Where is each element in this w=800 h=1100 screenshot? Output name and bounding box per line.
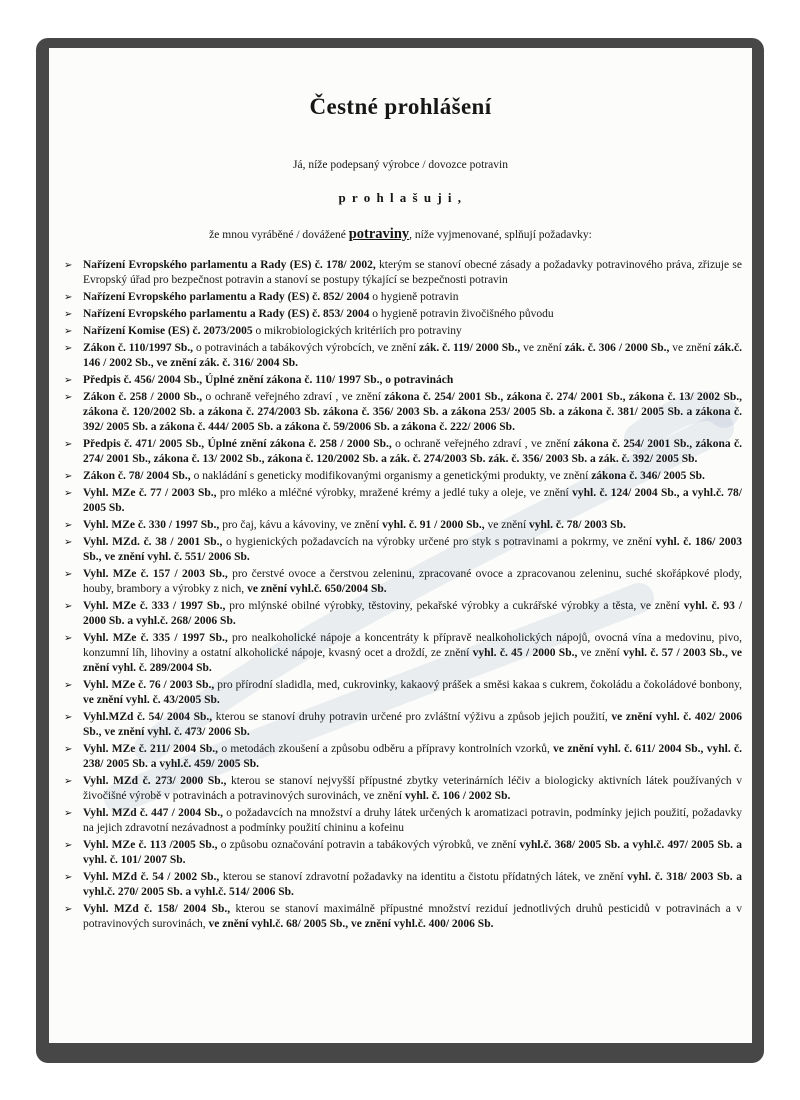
- list-item: [64, 437, 742, 467]
- list-item-text: Vyhl. MZd č. 273/ 2000 Sb., kterou se stanoví nejvyšší přípustné zbytky veterinárních léčiv a biologicky aktivních látek používaných v živočišné výrobě v potravinách a potravinových surovinách, ve znění vyhl. č. 106 / 2002 Sb.: [83, 775, 742, 802]
- list-item: [64, 486, 742, 516]
- list-item-text: Vyhl. MZe č. 77 / 2003 Sb., pro mléko a mléčné výrobky, mražené krémy a jedlé tuky a oleje, ve znění vyhl. č. 124/ 2004 Sb., a vyhl.č. 78/ 2005 Sb.: [83, 487, 742, 514]
- arrow-bullet-icon: ➢: [64, 520, 73, 531]
- document-page: [49, 48, 752, 1043]
- list-item-text: Zákon č. 78/ 2004 Sb., o nakládání s geneticky modifikovanými organismy a genetickými produkty, ve znění zákona č. 346/ 2005 Sb.: [83, 470, 705, 482]
- intro-line: Já, níže podepsaný výrobce / dovozce potravin: [293, 159, 508, 171]
- list-item-text: Vyhl. MZd č. 54 / 2002 Sb., kterou se stanoví zdravotní požadavky na identitu a čistotu přídatných látek, ve znění vyhl. č. 318/ 2003 Sb. a vyhl.č. 270/ 2005 Sb. a vyhl.č. 514/ 2006 Sb.: [83, 871, 742, 898]
- arrow-bullet-icon: ➢: [64, 680, 73, 691]
- arrow-bullet-icon: ➢: [64, 744, 73, 755]
- arrow-bullet-icon: ➢: [64, 292, 73, 303]
- list-item-text: Vyhl. MZe č. 333 / 1997 Sb., pro mlýnské obilné výrobky, těstoviny, pekařské výrobky a cukrářské výrobky a těsta, ve znění vyhl. č. 93 / 2000 Sb. a vyhl.č. 268/ 2006 Sb.: [83, 600, 743, 627]
- list-item: [64, 838, 742, 868]
- list-item: [64, 631, 742, 676]
- declaration-word: p r o h l a š u j i ,: [338, 190, 463, 205]
- list-item-text: Nařízení Komise (ES) č. 2073/2005 o mikrobiologických kritériích pro potraviny: [83, 325, 462, 337]
- document-header: [49, 94, 752, 243]
- subject-suffix: , níže vyjmenované, splňují požadavky:: [409, 229, 592, 241]
- list-item: [64, 341, 742, 371]
- arrow-bullet-icon: ➢: [64, 343, 73, 354]
- list-item-text: Vyhl.MZd č. 54/ 2004 Sb., kterou se stanoví druhy potravin určené pro zvláštní výživu a způsob jejich použití, ve znění vyhl. č. 402/ 2006 Sb., ve znění vyhl. č. 473/ 2006 Sb.: [83, 711, 742, 738]
- list-item: [64, 535, 742, 565]
- arrow-bullet-icon: ➢: [64, 392, 73, 403]
- arrow-bullet-icon: ➢: [64, 537, 73, 548]
- list-item-text: Vyhl. MZd č. 447 / 2004 Sb., o požadavcích na množství a druhy látek určených k aromatizaci potravin, podmínky jejich použití, požadavky na jejich zdravotní nezávadnost a podmínky použití chininu a kofeinu: [83, 807, 742, 834]
- list-item: [64, 870, 742, 900]
- declaration-list: [49, 258, 752, 932]
- list-item-text: Vyhl. MZe č. 335 / 1997 Sb., pro nealkoholické nápoje a koncentráty k přípravě nealkoholických nápojů, ovocná vína a medovinu, pivo, konzumní líh, lihoviny a ostatní alkoholické nápoje, kvasný ocet a droždí, ze znění vyhl. č. 45 / 2000 Sb., ve znění vyhl. č. 57 / 2003 Sb., ve znění vyhl. č. 289/2004 Sb.: [83, 632, 742, 674]
- list-item-text: Vyhl. MZd. č. 38 / 2001 Sb., o hygienických požadavcích na výrobky určené pro styk s potravinami a pokrmy, ve znění vyhl. č. 186/ 2003 Sb., ve znění vyhl. č. 551/ 2006 Sb.: [83, 536, 742, 563]
- list-item: [64, 774, 742, 804]
- list-item-text: Vyhl. MZe č. 330 / 1997 Sb., pro čaj, kávu a kávoviny, ve znění vyhl. č. 91 / 2000 Sb., ve znění vyhl. č. 78/ 2003 Sb.: [83, 519, 626, 531]
- arrow-bullet-icon: ➢: [64, 840, 73, 851]
- arrow-bullet-icon: ➢: [64, 601, 73, 612]
- list-item: [64, 373, 742, 388]
- arrow-bullet-icon: ➢: [64, 633, 73, 644]
- list-item-text: Vyhl. MZe č. 76 / 2003 Sb., pro přírodní sladidla, med, cukrovinky, kakaový prášek a směsi kakaa s cukrem, čokoládu a čokoládové bonbony, ve znění vyhl. č. 43/2005 Sb.: [83, 679, 743, 706]
- list-item: [64, 290, 742, 305]
- list-item: [64, 390, 742, 435]
- document-title: Čestné prohlášení: [309, 94, 492, 119]
- list-item: [64, 710, 742, 740]
- arrow-bullet-icon: ➢: [64, 776, 73, 787]
- arrow-bullet-icon: ➢: [64, 439, 73, 450]
- list-item-text: Zákon č. 258 / 2000 Sb., o ochraně veřejného zdraví , ve znění zákona č. 254/ 2001 Sb., zákona č. 274/ 2001 Sb., zákona č. 13/ 2002 Sb., zákona č. 120/2002 Sb. a zákona č. 274/2003 Sb. zákona č. 356/ 2003 Sb. a zákona 253/ 2005 Sb. a zákona č. 381/ 2005 Sb. a zákona č. 392/ 2005 Sb. a zákona č. 444/ 2005 Sb. a zákona č. 59/2006 Sb. a zákona č. 222/ 2006 Sb.: [83, 391, 742, 433]
- list-item: [64, 567, 742, 597]
- list-item-text: Nařízení Evropského parlamentu a Rady (ES) č. 853/ 2004 o hygieně potravin živočišného původu: [83, 308, 554, 320]
- scan-border: [36, 38, 764, 1063]
- list-item: [64, 806, 742, 836]
- list-item-text: Předpis č. 456/ 2004 Sb., Úplné znění zákona č. 110/ 1997 Sb., o potravinách: [83, 374, 454, 386]
- arrow-bullet-icon: ➢: [64, 260, 73, 271]
- list-item: [64, 518, 742, 533]
- arrow-bullet-icon: ➢: [64, 569, 73, 580]
- arrow-bullet-icon: ➢: [64, 326, 73, 337]
- list-item: [64, 599, 742, 629]
- list-item: [64, 678, 742, 708]
- list-item: [64, 742, 742, 772]
- arrow-bullet-icon: ➢: [64, 488, 73, 499]
- arrow-bullet-icon: ➢: [64, 309, 73, 320]
- list-item: [64, 258, 742, 288]
- list-item: [64, 469, 742, 484]
- list-item: [64, 307, 742, 322]
- subject-highlight: potraviny: [348, 226, 410, 242]
- list-item-text: Nařízení Evropského parlamentu a Rady (ES) č. 852/ 2004 o hygieně potravin: [83, 291, 459, 303]
- subject-prefix: že mnou vyráběné / dovážené: [209, 229, 349, 241]
- list-item: [64, 324, 742, 339]
- list-item-text: Předpis č. 471/ 2005 Sb., Úplné znění zákona č. 258 / 2000 Sb., o ochraně veřejného zdraví , ve znění zákona č. 254/ 2001 Sb., zákona č. 274/ 2001 Sb., zákona č. 13/ 2002 Sb., zákona č. 120/2002 Sb. a zák. č. 274/2003 Sb. zák. č. 356/ 2003 Sb. a zák. č. 392/ 2005 Sb.: [83, 438, 742, 465]
- arrow-bullet-icon: ➢: [64, 712, 73, 723]
- arrow-bullet-icon: ➢: [64, 375, 73, 386]
- arrow-bullet-icon: ➢: [64, 904, 73, 915]
- list-item-text: Vyhl. MZe č. 157 / 2003 Sb., pro čerstvé ovoce a čerstvou zeleninu, zpracované ovoce a zpracovanou zeleninu, suché skořápkové plody, houby, brambory a výrobky z nich, ve znění vyhl.č. 650/2004 Sb.: [83, 568, 743, 595]
- subject-line: [49, 226, 752, 243]
- list-item-text: Nařízení Evropského parlamentu a Rady (ES) č. 178/ 2002, kterým se stanoví obecné zásady a požadavky potravinového práva, zřizuje se Evropský úřad pro bezpečnost potravin a stanoví se postupy týkající se bezpečnosti potravin: [83, 259, 742, 286]
- list-item-text: Vyhl. MZe č. 211/ 2004 Sb., o metodách zkoušení a způsobu odběru a přípravy kontrolních vzorků, ve znění vyhl. č. 611/ 2004 Sb., vyhl. č. 238/ 2005 Sb. a vyhl.č. 459/ 2005 Sb.: [83, 743, 742, 770]
- list-item: [64, 902, 742, 932]
- list-item-text: Zákon č. 110/1997 Sb., o potravinách a tabákových výrobcích, ve znění zák. č. 119/ 2000 Sb., ve znění zák. č. 306 / 2000 Sb., ve znění zák.č. 146 / 2002 Sb., ve znění zák. č. 316/ 2004 Sb.: [83, 342, 742, 369]
- arrow-bullet-icon: ➢: [64, 471, 73, 482]
- list-item-text: Vyhl. MZe č. 113 /2005 Sb., o způsobu označování potravin a tabákových výrobků, ve znění vyhl.č. 368/ 2005 Sb. a vyhl.č. 497/ 2005 Sb. a vyhl. č. 101/ 2007 Sb.: [83, 839, 742, 866]
- arrow-bullet-icon: ➢: [64, 872, 73, 883]
- arrow-bullet-icon: ➢: [64, 808, 73, 819]
- list-item-text: Vyhl. MZd č. 158/ 2004 Sb., kterou se stanoví maximálně přípustné množství reziduí jednotlivých druhů pesticidů v potravinách a v potravinových surovinách, ve znění vyhl.č. 68/ 2005 Sb., ve znění vyhl.č. 400/ 2006 Sb.: [83, 903, 743, 930]
